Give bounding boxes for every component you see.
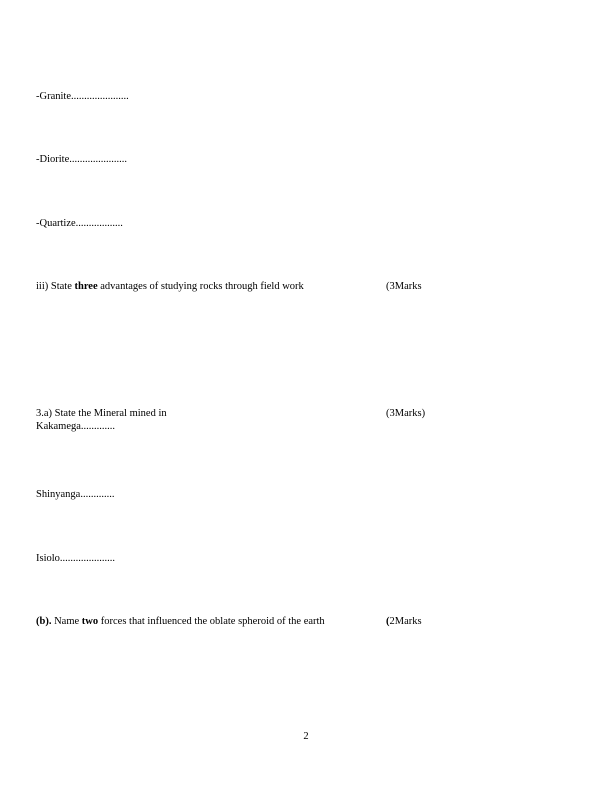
question-3b-marks-text: 2Marks (389, 616, 422, 627)
question-3b (36, 615, 325, 628)
place-shinyanga: Shinyanga............. (36, 489, 115, 500)
question-3b-label: (b). (36, 616, 52, 627)
question-3b-marks-paren: ( (386, 616, 390, 627)
question-3b-emphasis: two (81, 616, 99, 627)
rock-item-diorite: -Diorite...................... (36, 154, 127, 165)
question-iii-emphasis: three (74, 281, 98, 292)
place-kakamega: Kakamega............. (36, 421, 116, 432)
rock-item-granite: -Granite...................... (36, 91, 129, 102)
question-iii-suffix: advantages of studying rocks through field work (97, 281, 304, 292)
page-number: 2 (303, 731, 309, 742)
question-3a: 3.a) State the Mineral mined in (36, 408, 167, 419)
question-3a-marks: (3Marks) (386, 408, 426, 419)
question-iii-marks: (3Marks (386, 281, 422, 292)
question-iii-prefix: iii) State (36, 281, 75, 292)
question-iii (36, 280, 304, 293)
question-3b-prefix: Name (51, 616, 82, 627)
question-3b-suffix: forces that influenced the oblate spheroid of the earth (98, 616, 325, 627)
rock-item-quartize: -Quartize.................. (36, 218, 123, 229)
place-isiolo: Isiolo..................... (36, 553, 116, 564)
question-3b-marks (386, 615, 422, 628)
